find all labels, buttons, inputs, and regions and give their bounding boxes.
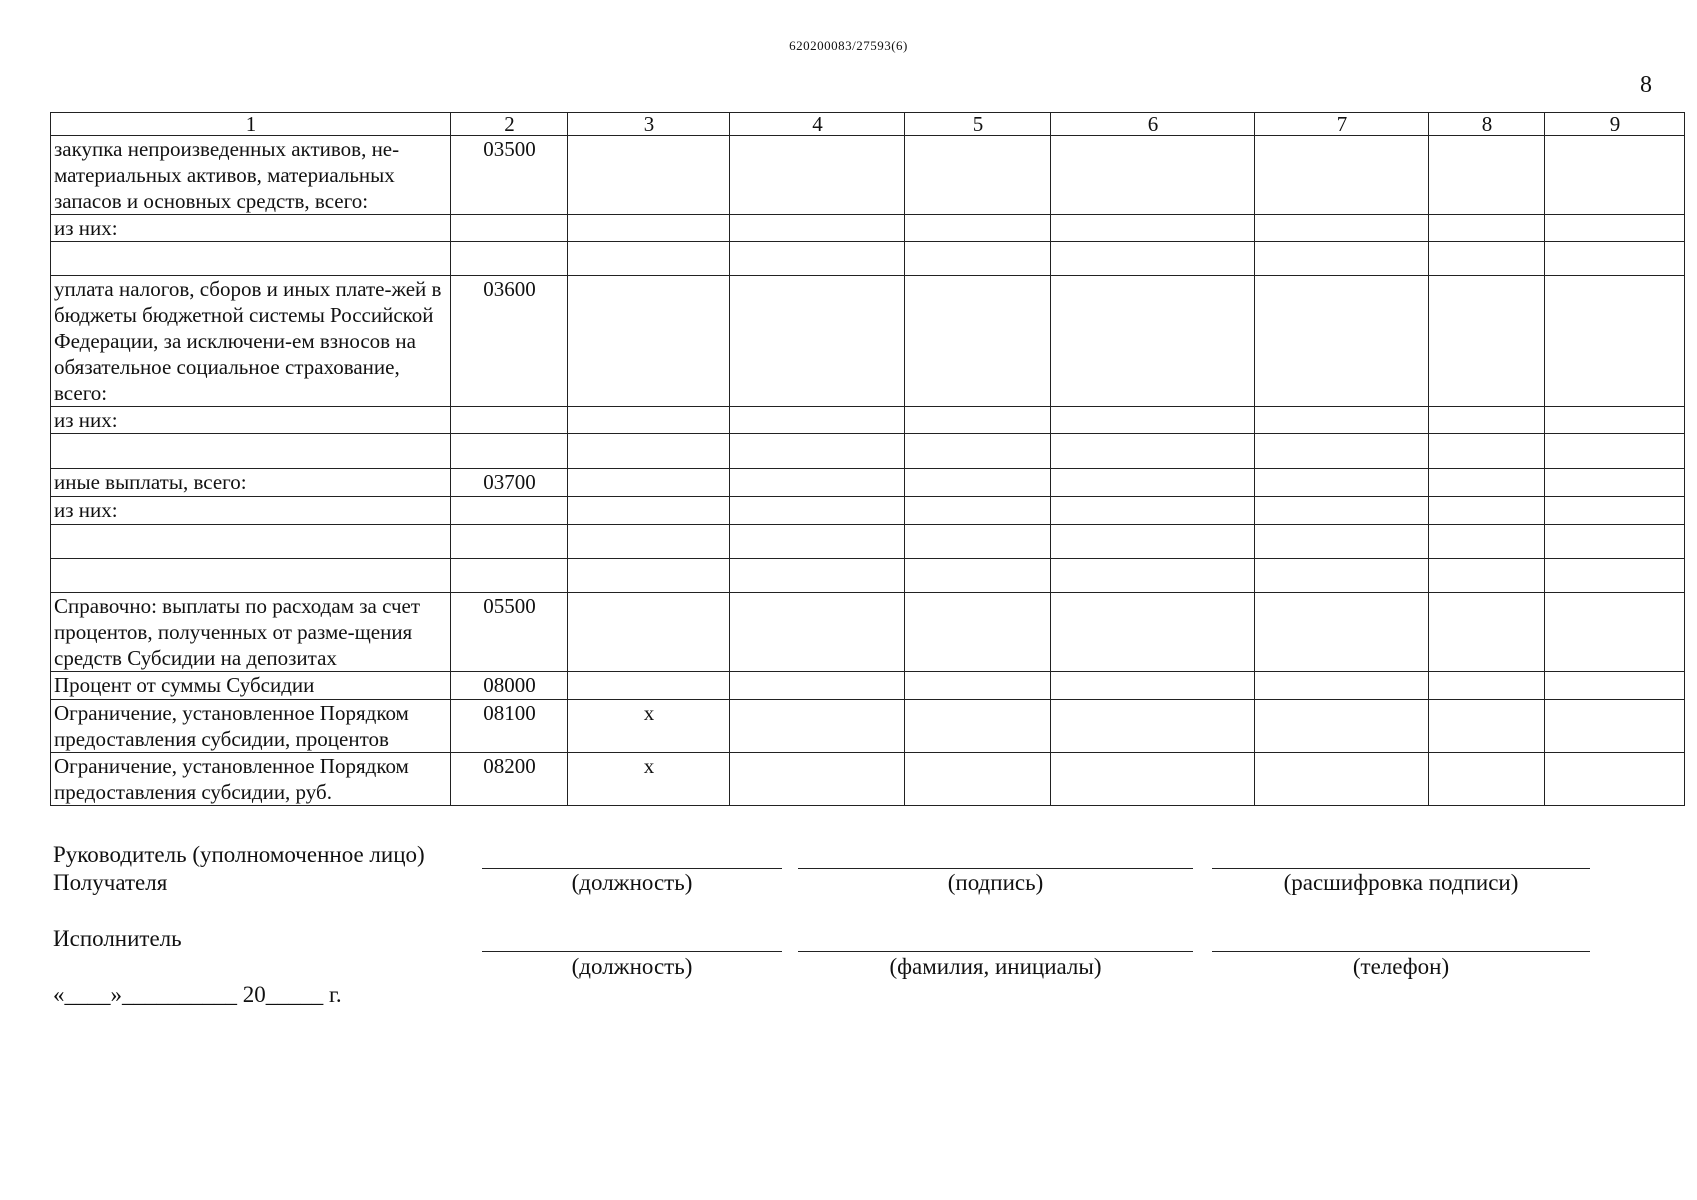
exec-name-caption: (фамилия, инициалы) [889, 954, 1102, 979]
head-position-caption: (должность) [571, 870, 693, 895]
exec-phone-caption: (телефон) [1352, 954, 1450, 979]
row-code: 08100 [451, 700, 568, 753]
row-label: из них: [51, 497, 451, 525]
row-label: уплата налогов, сборов и иных плате-жей в бюджеты бюджетной системы Российской Федерации, за исключени-ем взносов на обязательное социальное страхование, всего: [51, 276, 451, 407]
column-number: 8 [1429, 113, 1545, 136]
head-decoding-line[interactable] [1212, 868, 1590, 869]
row-label: Процент от суммы Субсидии [51, 672, 451, 700]
head-label: Руководитель (уполномоченное лицо) [53, 842, 425, 867]
row-cell: x [568, 753, 730, 806]
column-number: 6 [1051, 113, 1255, 136]
row-code: 08200 [451, 753, 568, 806]
column-number: 9 [1545, 113, 1685, 136]
head-position-line[interactable] [482, 868, 782, 869]
exec-phone-line[interactable] [1212, 951, 1590, 952]
row-label: из них: [51, 215, 451, 242]
row-code: 03500 [451, 136, 568, 215]
head-decoding-caption: (расшифровка подписи) [1283, 870, 1519, 895]
row-label: иные выплаты, всего: [51, 469, 451, 497]
row-label: Справочно: выплаты по расходам за счет процентов, полученных от разме-щения средств Субсидии на депозитах [51, 593, 451, 672]
column-number: 4 [730, 113, 905, 136]
row-cell: x [568, 700, 730, 753]
row-label: из них: [51, 407, 451, 434]
row-label: Ограничение, установленное Порядком предоставления субсидии, руб. [51, 753, 451, 806]
row-code: 03600 [451, 276, 568, 407]
head-signature-caption: (подпись) [947, 870, 1044, 895]
column-number: 2 [451, 113, 568, 136]
column-number: 7 [1255, 113, 1429, 136]
row-code: 03700 [451, 469, 568, 497]
date-line[interactable]: «____»__________ 20_____ г. [53, 982, 342, 1007]
exec-name-line[interactable] [798, 951, 1193, 952]
row-label: Ограничение, установленное Порядком предоставления субсидии, процентов [51, 700, 451, 753]
row-code: 08000 [451, 672, 568, 700]
executor-label: Исполнитель [53, 926, 182, 951]
row-code: 05500 [451, 593, 568, 672]
recipient-label: Получателя [53, 870, 168, 895]
page-number: 8 [1640, 72, 1652, 98]
column-number: 5 [905, 113, 1051, 136]
row-label: закупка непроизведенных активов, не-материальных активов, материальных запасов и основных средств, всего: [51, 136, 451, 215]
head-signature-line[interactable] [798, 868, 1193, 869]
exec-position-caption: (должность) [571, 954, 693, 979]
column-number: 3 [568, 113, 730, 136]
column-number: 1 [51, 113, 451, 136]
exec-position-line[interactable] [482, 951, 782, 952]
document-id: 620200083/27593(6) [789, 38, 908, 53]
